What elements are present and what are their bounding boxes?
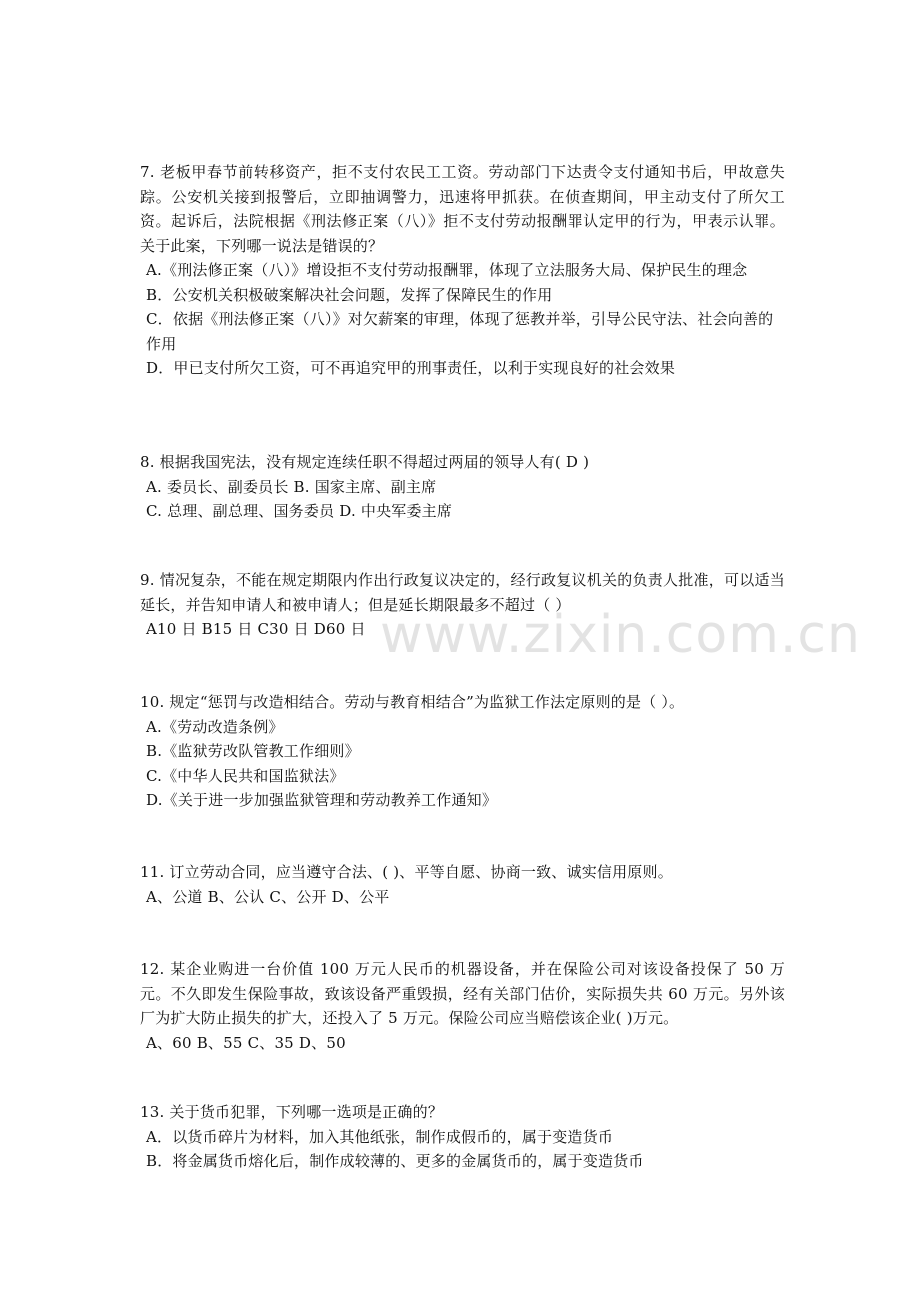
option-a: A.《劳动改造条例》 bbox=[146, 717, 284, 736]
option-line-1: A10 日 B15 日 C30 日 D60 日 bbox=[146, 620, 366, 638]
question-9 bbox=[140, 568, 785, 642]
question-7 bbox=[140, 160, 785, 381]
option-d: D.《关于进一步加强监狱管理和劳动教养工作通知》 bbox=[146, 791, 498, 809]
option-b: B．公安机关积极破案解决社会问题，发挥了保障民生的作用 bbox=[146, 285, 553, 304]
option-list bbox=[140, 1031, 785, 1056]
option-a: A.《刑法修正案（八）》增设拒不支付劳动报酬罪，体现了立法服务大局、保护民生的理念 bbox=[146, 261, 748, 279]
option-line-2: C. 总理、副总理、国务委员 D. 中央军委主席 bbox=[146, 502, 453, 520]
option-line-1: A. 委员长、副委员长 B. 国家主席、副主席 bbox=[146, 477, 437, 496]
option-b: B.《监狱劳改队管教工作细则》 bbox=[146, 742, 360, 760]
option-list bbox=[140, 617, 785, 642]
question-stem: 12. 某企业购进一台价值 100 万元人民币的机器设备，并在保险公司对该设备投保了 50 万元。不久即发生保险事故，致该设备严重毁损，经有关部门估价，实际损失共 60 万元。另外该厂为扩大防止损失的扩大，还投入了 5 万元。保险公司应当赔偿该企业( )万元。 bbox=[140, 960, 785, 1027]
option-a: A．以货币碎片为材料，加入其他纸张，制作成假币的，属于变造货币 bbox=[146, 1127, 614, 1146]
question-stem: 7. 老板甲春节前转移资产，拒不支付农民工工资。劳动部门下达责令支付通知书后，甲故意失踪。公安机关接到报警后，立即抽调警力，迅速将甲抓获。在侦查期间，甲主动支付了所欠工资。起诉后，法院根据《刑法修正案（八）》拒不支付劳动报酬罪认定甲的行为，甲表示认罪。关于此案，下列哪一说法是错误的？ bbox=[140, 163, 785, 255]
option-list bbox=[140, 885, 785, 910]
option-line-1: A、公道 B、公认 C、公开 D、公平 bbox=[146, 887, 390, 906]
option-list bbox=[140, 475, 785, 524]
option-line-1: A、60 B、55 C、35 D、50 bbox=[146, 1033, 346, 1052]
question-12 bbox=[140, 957, 785, 1055]
option-c: C．依据《刑法修正案（八）》对欠薪案的审理，体现了惩教并举，引导公民守法、社会向善的作用 bbox=[146, 310, 774, 353]
question-10 bbox=[140, 690, 785, 813]
option-list bbox=[140, 1125, 785, 1174]
question-8 bbox=[140, 450, 785, 524]
watermark: www.zixin.com.cn bbox=[380, 605, 861, 665]
question-11 bbox=[140, 860, 785, 909]
question-stem: 8. 根据我国宪法，没有规定连续任职不得超过两届的领导人有( D ) bbox=[140, 453, 590, 471]
option-list bbox=[140, 258, 785, 381]
question-stem: 13. 关于货币犯罪，下列哪一选项是正确的？ bbox=[140, 1103, 444, 1121]
option-d: D．甲已支付所欠工资，可不再追究甲的刑事责任，以利于实现良好的社会效果 bbox=[146, 359, 676, 377]
question-stem: 10. 规定“惩罚与改造相结合。劳动与教育相结合”为监狱工作法定原则的是（ ）。 bbox=[140, 693, 685, 711]
question-stem: 11. 订立劳动合同，应当遵守合法、( )、平等自愿、协商一致、诚实信用原则。 bbox=[140, 863, 673, 881]
question-13 bbox=[140, 1100, 785, 1174]
option-list bbox=[140, 715, 785, 813]
option-b: B．将金属货币熔化后，制作成较薄的、更多的金属货币的，属于变造货币 bbox=[146, 1152, 644, 1170]
question-stem: 9. 情况复杂，不能在规定期限内作出行政复议决定的，经行政复议机关的负责人批准，可以适当延长，并告知申请人和被申请人；但是延长期限最多不超过（ ） bbox=[140, 571, 785, 614]
option-c: C.《中华人民共和国监狱法》 bbox=[146, 766, 345, 785]
